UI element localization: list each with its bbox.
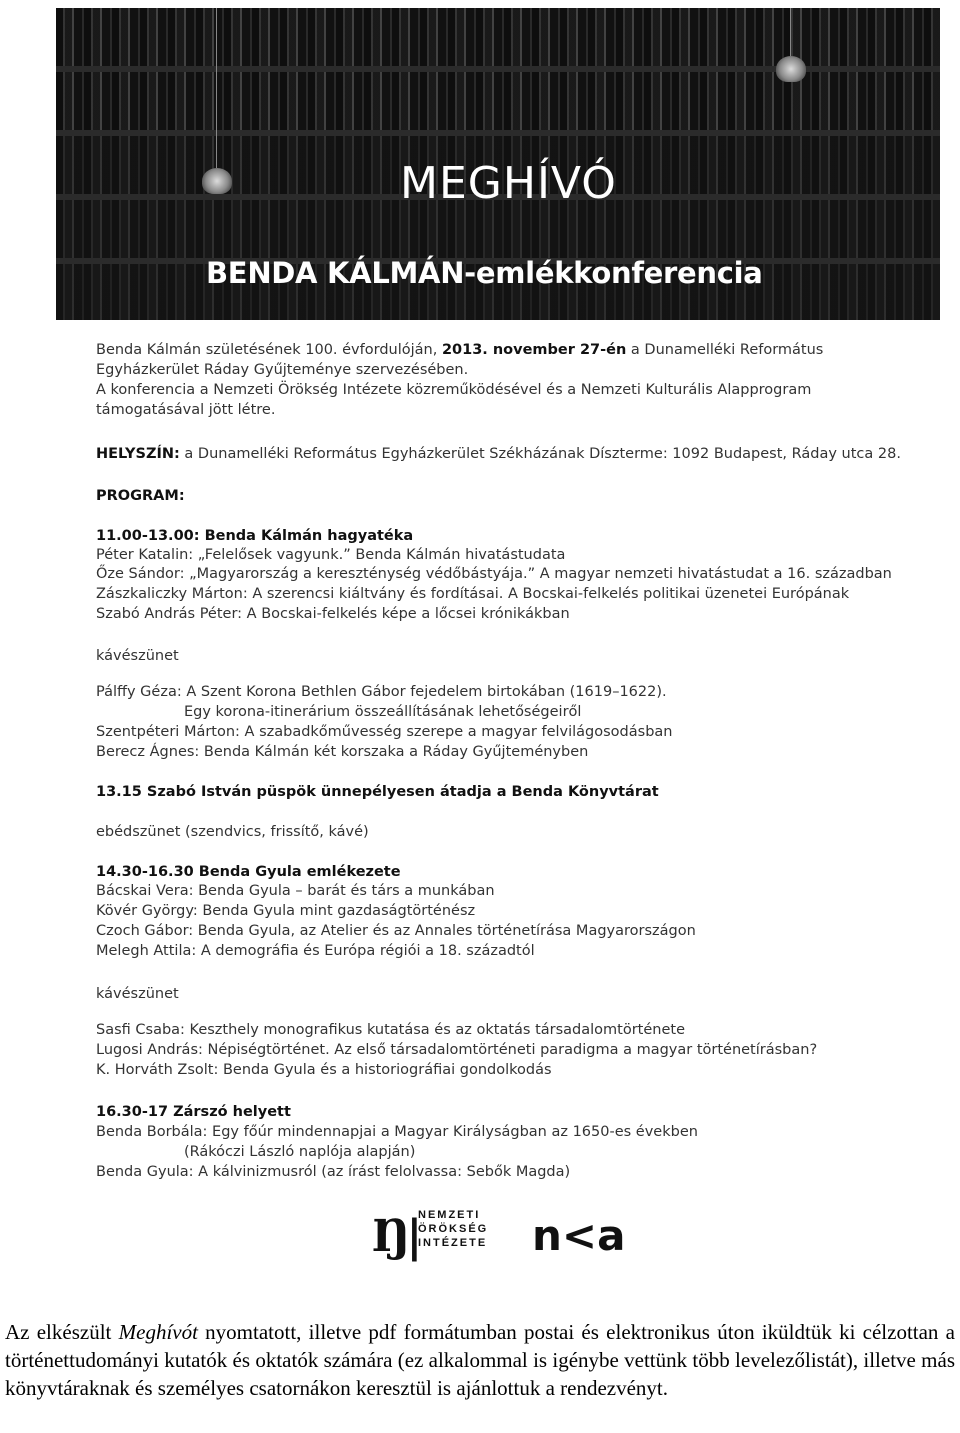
nemzeti-orokseg-intezete-text: NEMZETI ÖRÖKSÉG INTÉZETE <box>418 1209 489 1249</box>
sponsor-logos <box>372 1205 662 1265</box>
lamp-icon <box>202 168 232 194</box>
talk: Szabó András Péter: A Bocskai-felkelés képe a lőcsei krónikákban <box>96 606 570 622</box>
talk: Pálffy Géza: A Szent Korona Bethlen Gábor fejedelem birtokában (1619–1622). <box>96 684 667 700</box>
talk: Kövér György: Benda Gyula mint gazdaságtörténész <box>96 903 476 919</box>
talk-continuation: Egy korona-itinerárium összeállításának lehetőségeiről <box>184 704 582 720</box>
program-label: PROGRAM: <box>96 488 185 504</box>
talk: Melegh Attila: A demográfia és Európa régiói a 18. századtól <box>96 943 535 959</box>
intro-line: Egyházkerület Ráday Gyűjteménye szervezésében. <box>96 362 469 378</box>
invitation-flyer <box>56 8 940 1283</box>
venue: HELYSZÍN: a Dunamelléki Református Egyházkerület Székházának Díszterme: 1092 Budapest, Ráday utca 28. <box>96 446 901 462</box>
talk: Szentpéteri Márton: A szabadkőművesség szerepe a magyar felvilágosodásban <box>96 724 673 740</box>
nka-logo: n<a <box>532 1211 626 1260</box>
intro-line: Benda Kálmán születésének 100. évfordulóján, 2013. november 27-én a Dunamelléki Református <box>96 342 824 358</box>
intro-line: támogatásával jött létre. <box>96 402 276 418</box>
conference-title: BENDA KÁLMÁN-emlékkonferencia <box>206 256 763 290</box>
break: kávészünet <box>96 648 179 664</box>
session-heading: 16.30-17 Zárszó helyett <box>96 1104 291 1120</box>
caption-paragraph: Az elkészült Meghívót nyomtatott, illetve pdf formátumban postai és elektronikus úton iküldtük ki célzottan a történettudományi kutatók és oktatók számára (ez alkalommal is igénybe vettünk több levelezőlistát), illetve más könyvtáraknak és személyes csatornákon keresztül is ajánlottuk a rendezvényt. <box>5 1320 956 1400</box>
talk: Benda Borbála: Egy főúr mindennapjai a Magyar Királyságban az 1650-es években <box>96 1124 698 1140</box>
handover-heading: 13.15 Szabó István püspök ünnepélyesen átadja a Benda Könyvtárat <box>96 784 659 800</box>
talk: Bácskai Vera: Benda Gyula – barát és társ a munkában <box>96 883 495 899</box>
talk: K. Horváth Zsolt: Benda Gyula és a historiográfiai gondolkodás <box>96 1062 552 1078</box>
nemzeti-orokseg-intezete-logo: Ŋ| <box>372 1211 419 1262</box>
session-heading: 14.30-16.30 Benda Gyula emlékezete <box>96 864 401 880</box>
lamp-icon <box>776 56 806 82</box>
talk: Őze Sándor: „Magyarország a kereszténység védőbástyája.” A magyar nemzeti hivatástudat a 16. században <box>96 566 892 582</box>
talk: Sasfi Csaba: Keszthely monografikus kutatása és az oktatás társadalomtörténete <box>96 1022 685 1038</box>
intro-line: A konferencia a Nemzeti Örökség Intézete közreműködésével és a Nemzeti Kulturális Alapprogram <box>96 382 812 398</box>
talk: Czoch Gábor: Benda Gyula, az Atelier és az Annales történetírása Magyarországon <box>96 923 696 939</box>
talk: Berecz Ágnes: Benda Kálmán két korszaka a Ráday Gyűjteményben <box>96 744 589 760</box>
talk: Péter Katalin: „Felelősek vagyunk.” Benda Kálmán hivatástudata <box>96 547 566 563</box>
talk: Zászkaliczky Márton: A szerencsi kiáltvány és fordításai. A Bocskai-felkelés politikai üzenetei Európának <box>96 586 850 602</box>
break: kávészünet <box>96 986 179 1002</box>
lunch-break: ebédszünet (szendvics, frissítő, kávé) <box>96 824 369 840</box>
talk: Lugosi András: Népiségtörténet. Az első társadalomtörténeti paradigma a magyar történetírásban? <box>96 1042 818 1058</box>
talk-continuation: (Rákóczi László naplója alapján) <box>184 1144 416 1160</box>
session-heading: 11.00-13.00: Benda Kálmán hagyatéka <box>96 528 414 544</box>
flyer-title: MEGHÍVÓ <box>400 158 617 209</box>
talk: Benda Gyula: A kálvinizmusról (az írást felolvassa: Sebők Magda) <box>96 1164 571 1180</box>
bookshelf-banner <box>56 8 940 320</box>
